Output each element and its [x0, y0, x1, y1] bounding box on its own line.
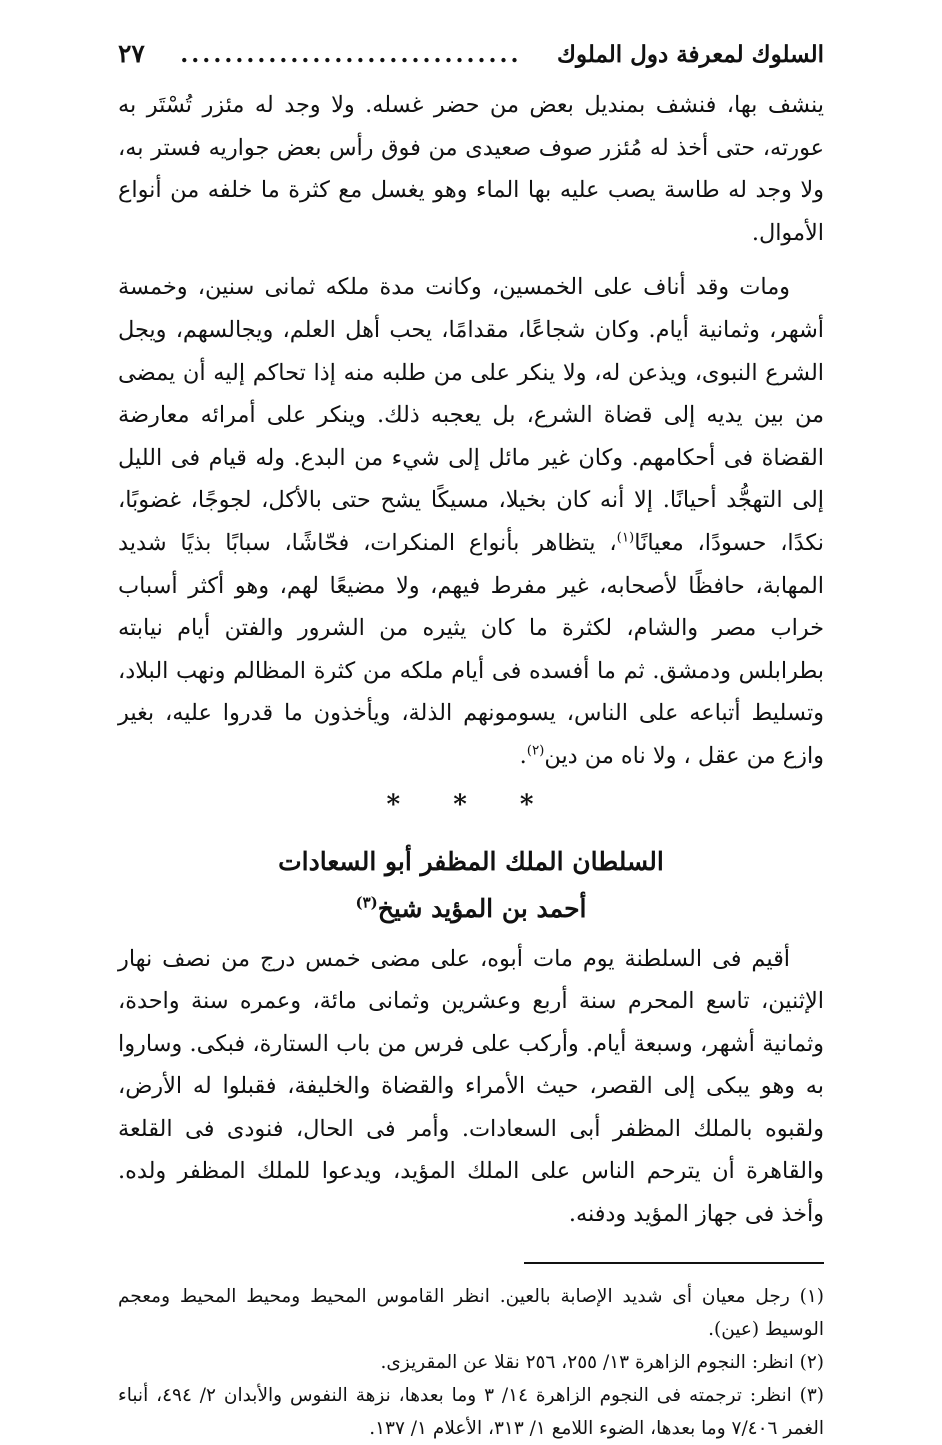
paragraph-3: أقيم فى السلطنة يوم مات أبوه، على مضى خمس درج من نصف نهار الإثنين، تاسع المحرم سنة أربع وعشرين وثمانى مائة، وعمره سنة واحدة، وثمانية أشهر، وسبعة أيام. وأركب على فرس من باب الستارة، فبكى. وساروا به وهو يبكى إلى القصر، حيث الأمراء والقضاة والخليفة، فقبلوا له الأرض، ولقبوه بالملك المظفر أبى السعادات. وأمر فى الحال، فنودى فى القلعة والقاهرة أن يترحم الناس على الملك المؤيد، ويدعوا للملك المظفر ولده. وأخذ فى جهاز المؤيد ودفنه. [118, 945, 824, 1228]
footnote-ref-3[interactable]: (٣) [355, 893, 378, 912]
paragraph-2-part-b: ، يتظاهر بأنواع المنكرات، فحّاشًا، سبابًا بذيًا شديد المهابة، حافظًا لأصحابه، غير مفرط فيهم، ولا مضيعًا لهم، وهو أكثر أسباب خراب مصر والشام، لكثرة ما كان يثيره من الشرور والفتن أيام نيابته بطرابلس ودمشق. ثم ما أفسده فى أيام ملكه من كثرة المظالم ونهب البلاد، وتسليط أتباعه على الناس، يسومونهم الذلة، ويأخذون ما قدروا عليه، بغير وازع من عقل ، ولا ناه من دين [118, 529, 824, 769]
header-leader-dots: ............................... [180, 41, 522, 68]
section-subtitle [118, 884, 824, 934]
running-title: السلوك لمعرفة دول الملوك [556, 41, 824, 68]
footnote-divider [524, 1262, 824, 1264]
paragraph-2-part-a: ومات وقد أناف على الخمسين، وكانت مدة ملكه ثمانى سنين، وخمسة أشهر، وثمانية أيام. وكان شجاعًا، مقدامًا، يحب أهل العلم، ويجالسهم، ويجل الشرع النبوى، ويذعن له، ولا ينكر على من طلبه منه إذا تحاكم إليه أن يمضى من بين يديه إلى قضاة الشرع، بل يعجبه ذلك. وينكر على أمرائه معارضة القضاة فى أحكامهم. وكان غير مائل إلى شيء من البدع. وله قيام فى الليل إلى التهجُّد أحيانًا. إلا أنه كان بخيلا، مسيكًا يشح حتى بالأكل، لجوجًا، غضوبًا، نكدًا، حسودًا، معيانًا [118, 274, 824, 556]
running-header [118, 28, 824, 68]
footnotes [118, 1280, 824, 1445]
page-number: ٢٧ [118, 39, 145, 68]
footnote-ref-2[interactable]: (٢) [526, 743, 545, 759]
footnote-1: (١) رجل معيان أى شديد الإصابة بالعين. انظر القاموس المحيط ومحيط المحيط ومعجم الوسيط (عين). [118, 1285, 824, 1340]
paragraph-2 [118, 266, 824, 777]
footnote-2: (٢) انظر: النجوم الزاهرة ١٣/ ٢٥٥، ٢٥٦ نقلا عن المقريزى. [380, 1351, 824, 1373]
paragraph-1: ينشف بها، فنشف بمنديل بعض من حضر غسله. ولا وجد له مئزر تُسْتَر به عورته، حتى أخذ له مُئزر صوف صعيدى من فوق رأس بعض جواريه فستر به، ولا وجد له طاسة يصب عليه بها الماء وهو يغسل مع كثرة ما خلفه من أنواع الأموال. [118, 92, 824, 246]
footnote-3: (٣) انظر: ترجمته فى النجوم الزاهرة ١٤/ ٣ وما بعدها، نزهة النفوس والأبدان ٢/ ٤٩٤، أنباء الغمر ٧/٤٠٦ وما بعدها، الضوء اللامع ١/ ٣١٣، الأعلام ١/ ١٣٧. [118, 1384, 824, 1439]
section-separator-stars: * * * [386, 789, 556, 820]
section-title: السلطان الملك المظفر أبو السعادات [278, 846, 664, 876]
paragraph-2-end: . [519, 742, 527, 769]
footnote-ref-1[interactable]: (١) [616, 530, 635, 546]
section-subtitle-text: أحمد بن المؤيد شيخ [377, 893, 587, 923]
